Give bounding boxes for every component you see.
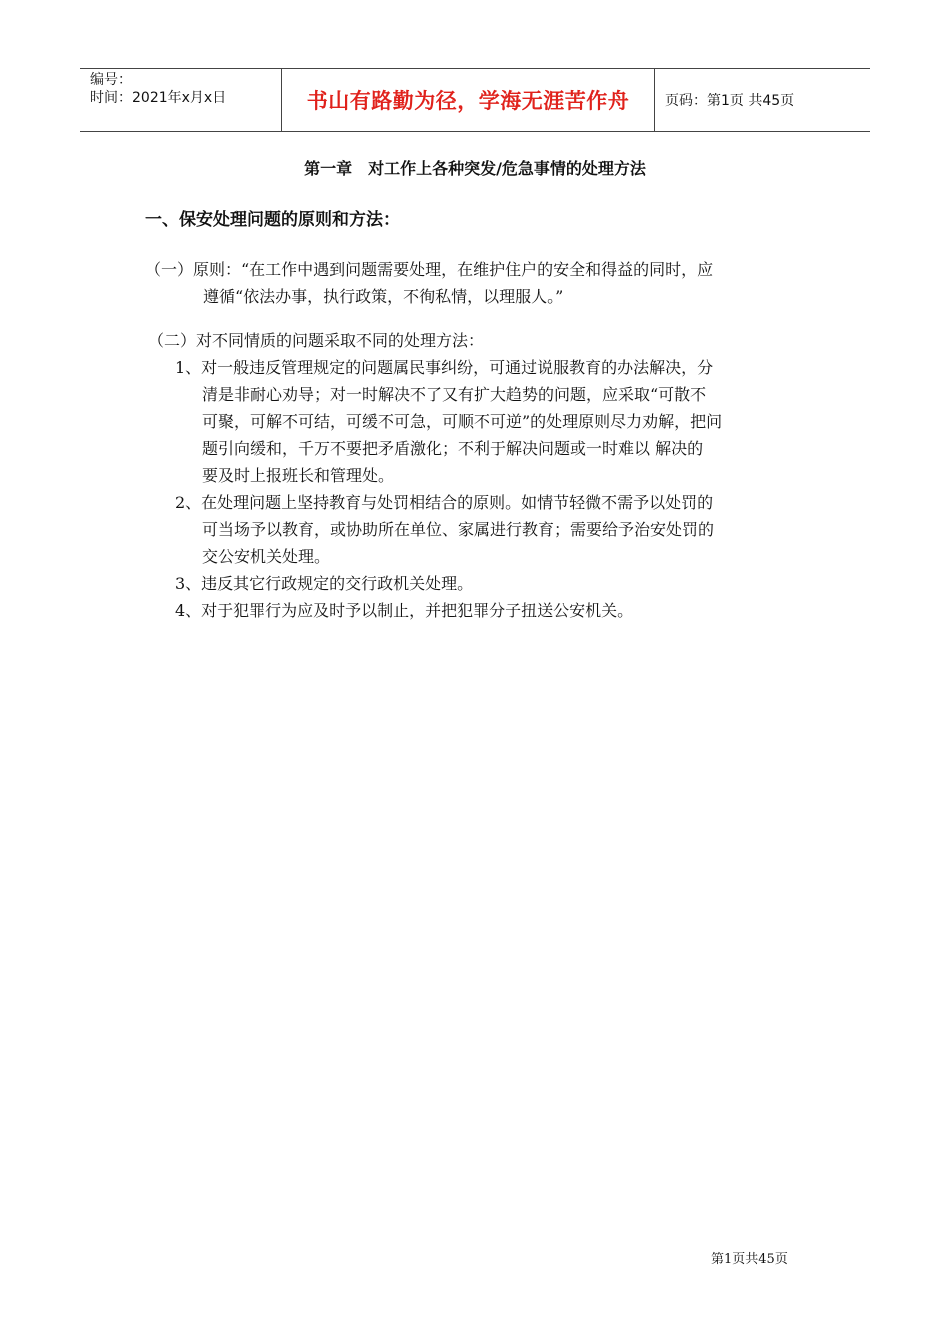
- number-label: 编号：: [90, 72, 132, 88]
- header-meta: [80, 69, 282, 131]
- list-item-line: 3、违反其它行政规定的交行政机关处理。: [175, 574, 474, 593]
- list-item: [175, 597, 815, 624]
- principle-line-2: 遵循“依法办事，执行政策，不徇私情，以理服人。”: [203, 287, 564, 306]
- time-label: 时间：2021年x月x日: [90, 90, 227, 106]
- methods-heading: （二）对不同情质的问题采取不同的处理方法：: [148, 331, 485, 350]
- list-item-line: 1、对一般违反管理规定的问题属民事纠纷，可通过说服教育的办法解决，分: [175, 358, 714, 377]
- list-item: [175, 489, 815, 570]
- list-item-line: 2、在处理问题上坚持教育与处罚相结合的原则。如情节轻微不需予以处罚的: [175, 493, 714, 512]
- list-item: [175, 354, 815, 489]
- list-item-line: 可聚，可解不可结，可缓不可急，可顺不可逆”的处理原则尽力劝解，把问: [202, 412, 723, 431]
- methods-list: [175, 354, 815, 624]
- list-item: [175, 570, 815, 597]
- principle-paragraph: [145, 256, 815, 310]
- list-item-line: 清是非耐心劝导；对一时解决不了又有扩大趋势的问题，应采取“可散不: [202, 385, 707, 404]
- page-footer: 第1页共45页: [711, 1252, 788, 1267]
- header-page-info: 页码：第1页 共45页: [665, 93, 795, 109]
- list-item-line: 4、对于犯罪行为应及时予以制止，并把犯罪分子扭送公安机关。: [175, 601, 634, 620]
- list-item-line: 交公安机关处理。: [202, 547, 331, 566]
- principle-line-1: （一）原则：“在工作中遇到问题需要处理，在维护住户的安全和得益的同时，应: [145, 260, 714, 279]
- document-header: [80, 68, 870, 132]
- list-item-line: 题引向缓和，千万不要把矛盾激化；不利于解决问题或一时难以 解决的: [202, 439, 704, 458]
- section-title: 一、保安处理问题的原则和方法：: [145, 210, 400, 230]
- list-item-line: 要及时上报班长和管理处。: [202, 466, 395, 485]
- chapter-title: 第一章 对工作上各种突发/危急事情的处理方法: [304, 159, 646, 178]
- header-motto: 书山有路勤为径，学海无涯苦作舟: [282, 69, 655, 131]
- list-item-line: 可当场予以教育，或协助所在单位、家属进行教育；需要给予治安处罚的: [202, 520, 715, 539]
